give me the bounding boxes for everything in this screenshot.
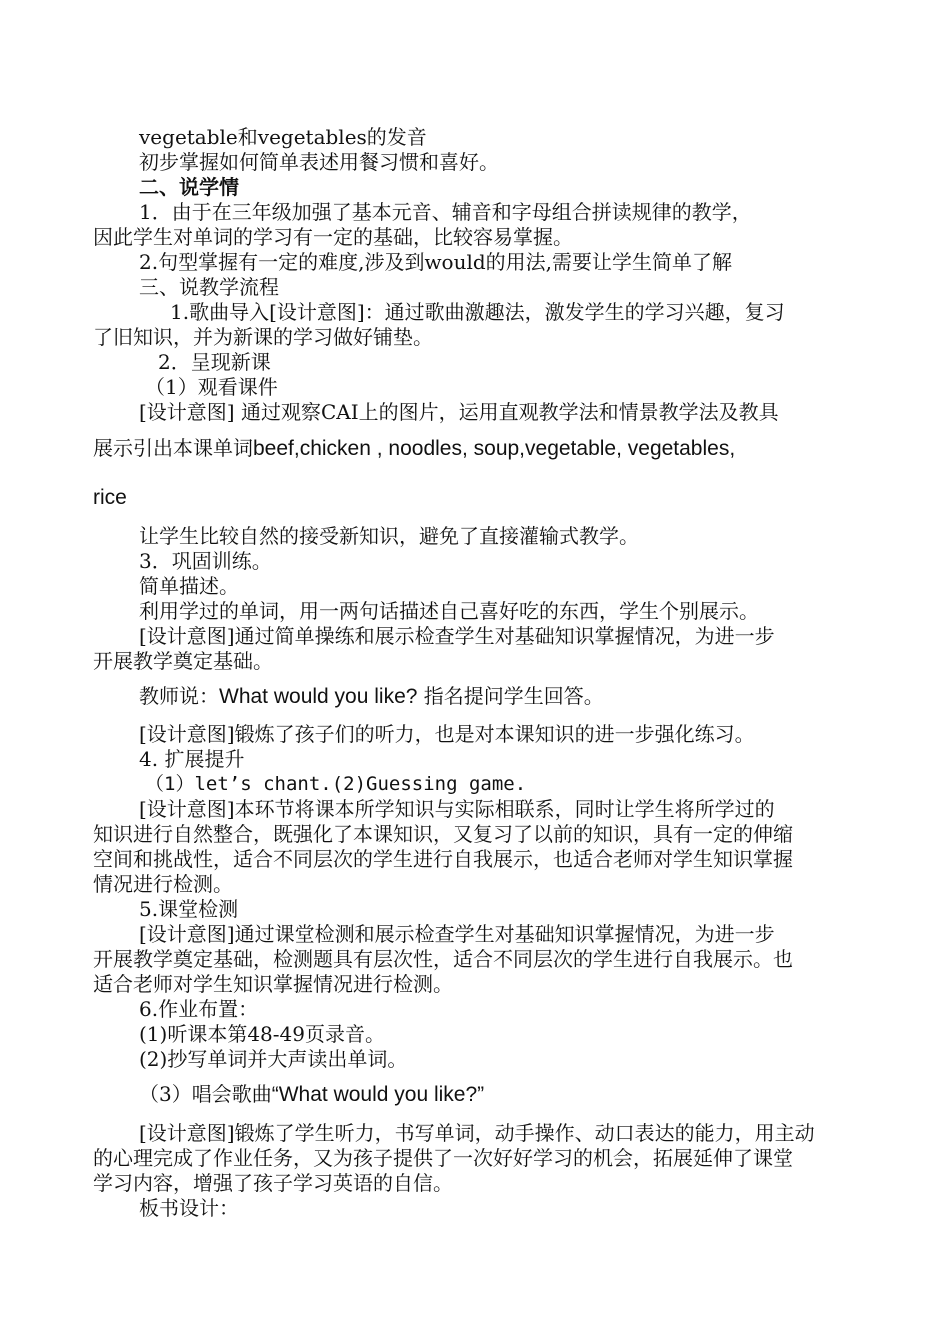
text-line: （1）let’s chant.(2)Guessing game. xyxy=(145,773,527,795)
text-line: 2.句型掌握有一定的难度,涉及到would的用法,需要让学生简单了解 xyxy=(139,250,733,274)
text-line: rice xyxy=(93,486,127,509)
text-line: 学习内容，增强了孩子学习英语的自信。 xyxy=(93,1171,453,1195)
text-line: 6.作业布置： xyxy=(139,997,259,1021)
text-line: [设计意图]本环节将课本所学知识与实际相联系，同时让学生将所学过的 xyxy=(139,797,775,821)
text-line: [设计意图] 通过观察CAI上的图片，运用直观教学法和情景教学法及教具 xyxy=(139,400,779,424)
text-span: 展示引出本课单词 xyxy=(93,436,253,460)
text-line: [设计意图]锻炼了孩子们的听力，也是对本课知识的进一步强化练习。 xyxy=(139,722,755,746)
text-line: 板书设计： xyxy=(139,1196,239,1220)
section-heading: 三、说教学流程 xyxy=(139,275,279,299)
text-span: 教师说： xyxy=(139,684,219,708)
section-heading: 二、说学情 xyxy=(139,175,239,199)
text-line: vegetable和vegetables的发音 xyxy=(139,125,427,149)
text-line: 因此学生对单词的学习有一定的基础，比较容易掌握。 xyxy=(93,225,573,249)
text-line: 3．巩固训练。 xyxy=(139,549,272,573)
text-line: 4. 扩展提升 xyxy=(139,747,245,771)
text-line: 开展教学奠定基础，检测题具有层次性，适合不同层次的学生进行自我展示。也 xyxy=(93,947,793,971)
text-span: 指名提问学生回答。 xyxy=(417,684,604,708)
text-line: [设计意图]通过课堂检测和展示检查学生对基础知识掌握情况，为进一步 xyxy=(139,922,775,946)
text-line: 开展教学奠定基础。 xyxy=(93,649,273,673)
text-line: 让学生比较自然的接受新知识，避免了直接灌输式教学。 xyxy=(139,524,639,548)
text-line: 初步掌握如何简单表述用餐习惯和喜好。 xyxy=(139,150,499,174)
text-line: (2)抄写单词并大声读出单词。 xyxy=(139,1047,408,1071)
text-line: [设计意图]通过简单操练和展示检查学生对基础知识掌握情况，为进一步 xyxy=(139,624,775,648)
song-title: “What would you like?” xyxy=(271,1083,485,1106)
text-line: 1.歌曲导入[设计意图]：通过歌曲激趣法，激发学生的学习兴趣，复习 xyxy=(170,300,785,324)
text-line: （1）观看课件 xyxy=(145,375,278,399)
text-line-song xyxy=(139,1082,863,1107)
text-line: 空间和挑战性，适合不同层次的学生进行自我展示，也适合老师对学生知识掌握 xyxy=(93,847,793,871)
text-line: (1)听课本第48-49页录音。 xyxy=(139,1022,385,1046)
text-line: 适合老师对学生知识掌握情况进行检测。 xyxy=(93,972,453,996)
text-line: 情况进行检测。 xyxy=(93,872,233,896)
text-line: 简单描述。 xyxy=(139,574,239,598)
text-line: 知识进行自然整合，既强化了本课知识，又复习了以前的知识，具有一定的伸缩 xyxy=(93,822,793,846)
text-line: [设计意图]锻炼了学生听力，书写单词，动手操作、动口表达的能力，用主动 xyxy=(139,1121,815,1145)
text-line: 5.课堂检测 xyxy=(139,897,239,921)
vocabulary-words: beef,chicken , noodles, soup,vegetable, vegetables, xyxy=(253,437,736,460)
text-line-words xyxy=(93,436,863,461)
text-line: 了旧知识，并为新课的学习做好铺垫。 xyxy=(93,325,433,349)
text-line: 的心理完成了作业任务，又为孩子提供了一次好好学习的机会，拓展延伸了课堂 xyxy=(93,1146,793,1170)
text-line: 利用学过的单词，用一两句话描述自己喜好吃的东西，学生个别展示。 xyxy=(139,599,759,623)
text-line-question xyxy=(139,684,863,709)
text-span: （3）唱会歌曲 xyxy=(139,1082,272,1106)
english-question: What would you like? xyxy=(219,685,418,708)
text-line: 1．由于在三年级加强了基本元音、辅音和字母组合拼读规律的教学， xyxy=(139,200,752,224)
text-line: 2．呈现新课 xyxy=(158,350,271,374)
